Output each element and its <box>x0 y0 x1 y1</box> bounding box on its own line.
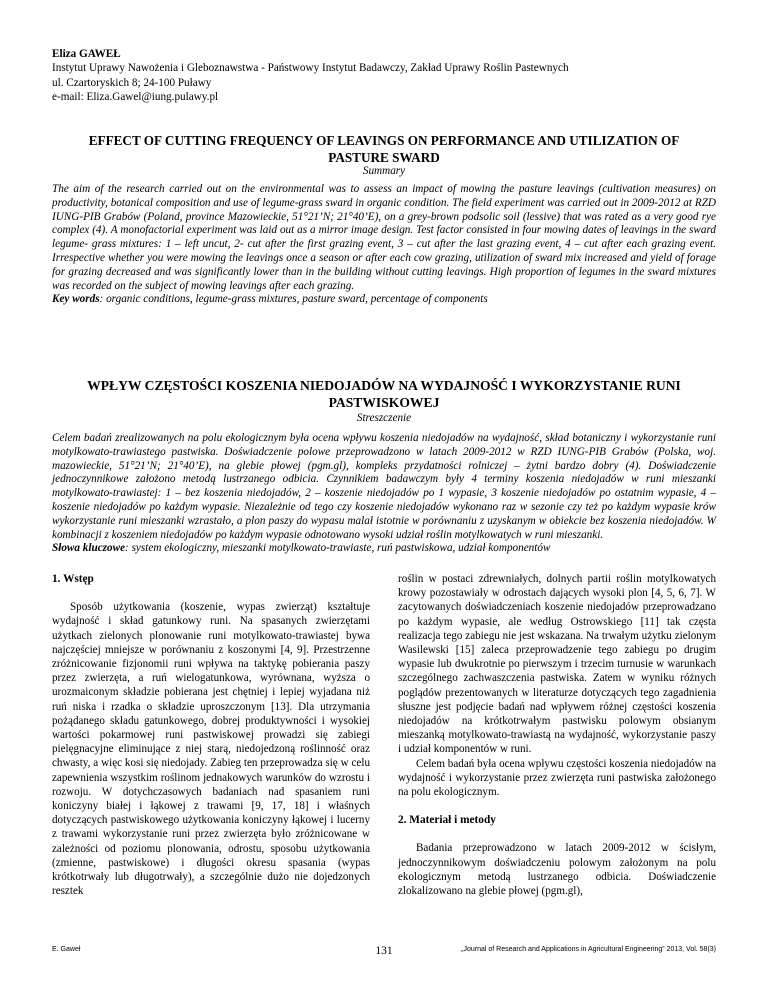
right-column <box>398 572 716 898</box>
section-1-title: 1. Wstęp <box>52 573 94 585</box>
english-abstract <box>52 183 716 307</box>
author-block <box>52 47 732 105</box>
author-address: ul. Czartoryskich 8; 24-100 Puławy <box>52 76 212 89</box>
polish-keywords <box>52 542 716 556</box>
author-name: Eliza GAWEŁ <box>52 48 121 60</box>
author-email: e-mail: Eliza.Gawel@iung.pulawy.pl <box>52 91 219 104</box>
polish-title: WPŁYW CZĘSTOŚCI KOSZENIA NIEDOJADÓW NA WYDAJNOŚĆ I WYKORZYSTANIE RUNI PASTWISKOWEJ <box>87 378 681 410</box>
english-keywords-label: Key words <box>52 293 100 306</box>
page-number: 131 <box>375 945 393 957</box>
section-2-title: 2. Materiał i metody <box>398 814 496 827</box>
polish-keywords-text: : system ekologiczny, mieszanki motylkowato-trawiaste, ruń pastwiskowa, udział komponentów <box>125 542 551 555</box>
section-2-paragraph-1: Badania przeprowadzono w latach 2009-2012 w ścisłym, jednoczynnikowym doświadczeniu polowym założonym na polu ekologicznym metodą lustrzanego odbicia. Doświadczenie zlokalizowano na glebie płowej (pgm.gl), <box>398 842 716 898</box>
english-keywords <box>52 293 716 307</box>
polish-abstract <box>52 432 716 556</box>
polish-keywords-label: Słowa kluczowe <box>52 542 126 555</box>
polish-abstract-text: Celem badań zrealizowanych na polu ekologicznym była ocena wpływu koszenia niedojadów na wydajność, skład botaniczny i wykorzystanie runi motylkowato-trawiastego pastwiska. Doświadczenie polowe przeprowadzono w latach 2009-2012 w RZD IUNG-PIB Grabów (Polska, woj. mazowieckie, 51°21’N; 21°40’E), na glebie płowej (pgm.gl), kompleks przydatności rolniczej – żytni bardzo dobry (4). Doświadczenie jednoczynnikowe założono metodą lustrzanego odbicia. Czynnikiem badawczym były 4 terminy koszenia niedojadów w runi mieszanki motylkowato-trawiastej: 1 – bez koszenia niedojadów, 2 – koszenie niedojadów po 1 wypasie, 3 koszenie niedojadów po ostatnim wypasie, 4 – koszenie niedojadów po każdym wypasie. Niezależnie od tego czy koszenie niedojadów wykonano raz w sezonie czy też po każdym wypasie krów wykorzystanie runi mieszanki wzrastało, a plon paszy do wypasu malał istotnie w porównaniu z uzyskanym w obiekcie bez koszenia niedojadów. W kombinacji z koszeniem niedojadów po każdym wypasie odnotowano wysoki udział roślin motylkowatych w runi mieszanki. <box>52 432 716 541</box>
summary-heading: Summary <box>362 165 406 177</box>
english-abstract-text: The aim of the research carried out on the environmental was to assess an impact of mowing the pasture leavings (cultivation measures) on productivity, botanical composition and use of legume-grass sward in organic condition. The field experiment was carried out in 2009-2012 at RZD IUNG-PIB Grabów (Poland, province Mazowieckie, 51°21’N; 21°40’E), on a grey-brown podsolic soil (lessive) that was rated as a very good rye complex (4). A monofactorial experiment was laid out as a mirror image design. Test factor consisted in four mowing dates of leavings in the sward legume- grass mixtures: 1 – left uncut, 2- cut after the first grazing event, 3 – cut after the last grazing event, 4 – cut after each grazing event. Irrespective whether you were mowing the leavings once a season or after each cow grazing, utilization of sward mix increased and yield of forage for grazing decreased and was significantly lower than in the building without cutting leavings. High proportion of legumes in the sward mixtures was recorded on the subject of mowing leavings after each grazing. <box>52 183 716 292</box>
english-keywords-text: : organic conditions, legume-grass mixtures, pasture sward, percentage of components <box>99 293 488 306</box>
english-title: EFFECT OF CUTTING FREQUENCY OF LEAVINGS ON PERFORMANCE AND UTILIZATION OF PASTURE SWARD <box>88 133 680 165</box>
section-1-paragraph-3: Celem badań była ocena wpływu częstości koszenia niedojadów na wydajność i wykorzystanie przez zwierzęta runi pastwiska założonego na polu ekologicznym. <box>398 757 716 799</box>
author-institute: Instytut Uprawy Nawożenia i Gleboznawstwa - Państwowy Instytut Badawczy, Zakład Uprawy Roślin Pastewnych <box>52 62 569 75</box>
footer-journal: „Journal of Research and Applications in Agricultural Engineering” 2013, Vol. 58(3) <box>461 946 716 953</box>
section-1-paragraph-1: Sposób użytkowania (koszenie, wypas zwierząt) kształtuje wydajność i skład gatunkowy runi. Na spasanych zwierzętami użytkach zielonych plonowanie runi motylkowato-trawiastej bywa najczęściej mniejsze w porównaniu z koszonymi [4, 9]. Przestrzenne zróżnicowanie fizjonomii runi wpływa na taktykę pobierania paszy przez zwierzęta, a ruń wielogatunkowa, wyrównana, wyższa o urozmaiconym składzie pobierana jest chętniej i lepiej wyjadana niż ruń niska i rzadka o składzie uproszczonym [13]. Dla utrzymania pożądanego składu gatunkowego, dobrej produktywności i wysokiej wartości pokarmowej runi pastwiskowej prowadzi się zabiegi pielęgnacyjne eliminujące z niej starą, niedojedzoną roślinność oraz chwasty, a więc kosi się niedojady. Zabieg ten przeprowadza się w celu zapewnienia wszystkim roślinom jednakowych warunków do wzrostu i rozwoju. W dotychczasowych badaniach nad spasaniem runi koniczyny białej i łąkowej z trawami [9, 17, 18] i właśnych dotyczących pastwiskowego użytkowania koniczyny łąkowej i lucerny z trawami wykorzystanie runi przez zwierzęta było zróżnicowane w zależności od poziomu plonowania, odrostu, sposobu użytkowania (zmienne, pastwiskowe) i długości okresu spasania (wypas krótkotrwały lub długotrwały), a szczególnie dużo nie dojedzonych resztek <box>52 601 370 898</box>
footer-author: E. Gaweł <box>52 946 81 953</box>
section-1-paragraph-2: roślin w postaci zdrewniałych, dolnych partii roślin motylkowatych krowy pozostawiały w odrostach dających wysoki plon [4, 5, 6, 7]. W zacytowanych doświadczeniach koszenie niedojadów przeprowadzano po każdym wypasie, ale według Ostrowskiego [11] tak częsta realizacja tego zabiegu nie jest wskazana. Na trwałym użytku zielonym Wasilewski [15] zaleca przeprowadzenie tego zabiegu po drugim wypasie lub dwukrotnie po pierwszym i trzecim turnusie w warunkach szczególnego zachwaszczenia pastwiska. Zatem w wyniku różnych poglądów prezentowanych w literaturze dotyczących tego zagadnienia słuszne jest podjęcie badań nad wpływem różnej częstości koszenia niedojadów na krótkotrwałym pastwisku polowym obsianym mieszanką motylkowato-trawiastą na wydajność, wykorzystanie paszy i udział komponentów w runi. <box>398 573 716 756</box>
streszczenie-heading: Streszczenie <box>356 412 412 424</box>
left-column <box>52 572 370 898</box>
